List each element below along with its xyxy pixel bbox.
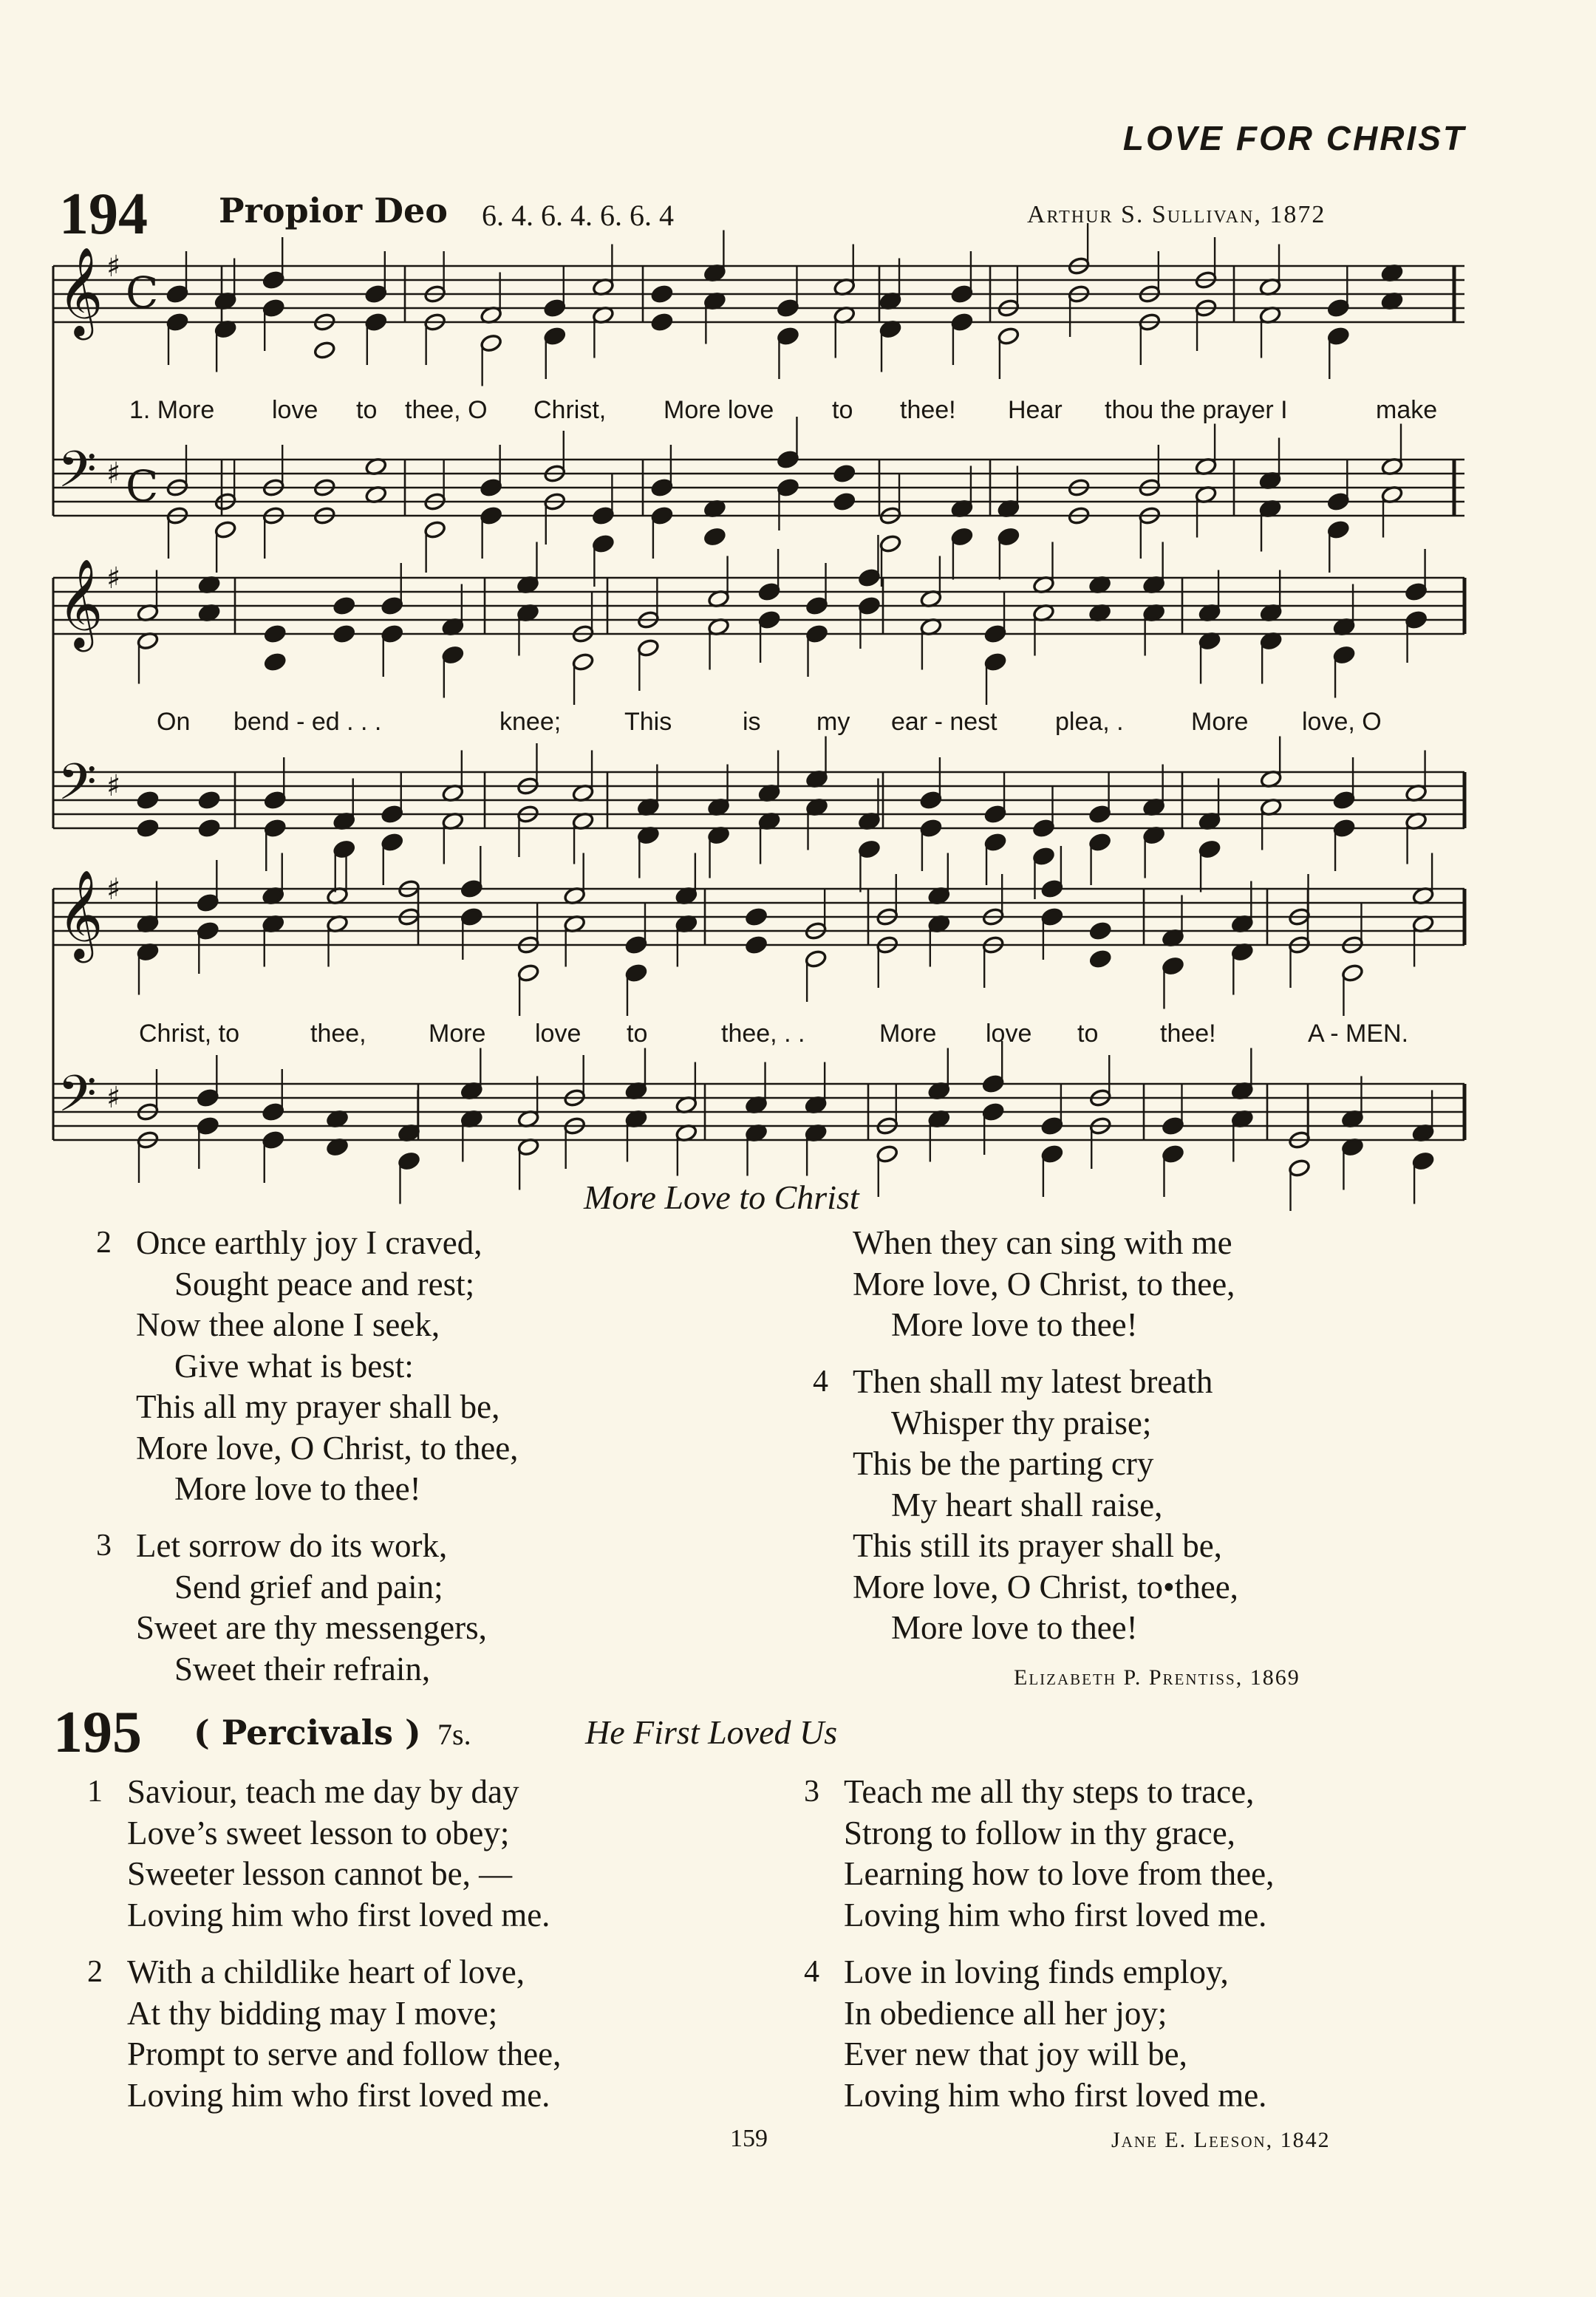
note-head (876, 1144, 898, 1164)
note-head (423, 520, 446, 539)
treble-clef: 𝄞 (58, 558, 103, 648)
note-head (262, 298, 285, 318)
note-head (805, 596, 828, 615)
note-head (745, 935, 768, 955)
verse-line: More love, O Christ, to thee, (136, 1429, 519, 1467)
note-head (703, 527, 726, 546)
note-head (858, 596, 881, 615)
note-head (984, 805, 1007, 824)
note-head (777, 298, 799, 318)
hymn-194-title: More Love to Christ (584, 1178, 859, 1216)
note-head (984, 833, 1007, 852)
lyric-syllable: On (157, 708, 191, 736)
note-head (982, 1074, 1005, 1093)
lyric-syllable: love (535, 1020, 582, 1048)
note-head (919, 791, 942, 810)
lyric-syllable: my (816, 708, 850, 736)
note-head (1040, 907, 1063, 926)
hymn-195-number: 195 (53, 1700, 142, 1765)
note-head (997, 327, 1020, 346)
verse-line: Sweeter lesson cannot be, — (127, 1855, 513, 1892)
verse-line: Ever new that joy will be, (844, 2035, 1187, 2072)
note-head (1040, 1144, 1063, 1164)
note-head (264, 819, 287, 838)
note-head (1405, 582, 1428, 601)
note-head (758, 610, 781, 629)
verse-line: More love, O Christ, to thee, (853, 1265, 1235, 1303)
hymn-195-title: He First Loved Us (585, 1713, 838, 1751)
hymn-194-verse-3-continued (853, 1223, 1235, 1346)
note-head (313, 341, 336, 360)
note-head (592, 534, 615, 553)
note-head (137, 819, 160, 838)
note-head (1412, 1151, 1435, 1170)
hymn-194-tune-name: Propior Deo (219, 191, 448, 231)
note-head (1333, 819, 1356, 838)
bass-clef: 𝄢 (58, 1065, 97, 1136)
note-head (982, 1102, 1005, 1122)
lyric-syllable: plea, . (1055, 708, 1124, 736)
verse-line: Then shall my latest breath (853, 1363, 1213, 1400)
hymn-195-tune-name: ( Percivals ) (194, 1713, 421, 1752)
note-head (480, 478, 502, 497)
lyric-syllable: Christ, (533, 396, 607, 424)
lyric-syllable: thee! (900, 396, 956, 424)
lyric-syllable: Hear (1008, 396, 1063, 424)
note-head (777, 327, 799, 346)
lyric-syllable: love (986, 1020, 1032, 1048)
note-head (543, 298, 566, 318)
lyric-syllable: This (624, 708, 672, 736)
lyric-syllable: love, O (1302, 708, 1382, 736)
key-signature-sharp: ♯ (106, 769, 121, 803)
note-head (858, 568, 881, 587)
note-head (441, 645, 464, 664)
verse-line: Sweet their refrain, (174, 1650, 431, 1687)
hymn-194-composer: Arthur S. Sullivan, 1872 (1027, 201, 1326, 228)
treble-clef: 𝄞 (58, 246, 103, 336)
verse-line: Loving him who first loved me. (127, 1896, 550, 1933)
lyric-syllable: Christ, to (139, 1020, 240, 1048)
note-head (197, 893, 219, 912)
note-head (919, 819, 942, 838)
note-head (1333, 645, 1356, 664)
hymn-195-verse-2 (87, 1952, 562, 2116)
page-number: 159 (730, 2125, 768, 2152)
lyric-syllable: 1. More (129, 396, 215, 424)
note-head (264, 624, 287, 644)
verse-line: Love in loving finds employ, (844, 1953, 1229, 1990)
lyric-syllable: to (627, 1020, 648, 1048)
verse-line: Sought peace and rest; (174, 1265, 475, 1303)
note-head (264, 791, 287, 810)
hymn-194-verse-4 (813, 1362, 1238, 1649)
note-head (950, 284, 973, 304)
lyric-syllable: A - MEN. (1308, 1020, 1409, 1048)
note-head (879, 534, 902, 553)
note-head (398, 1151, 420, 1170)
note-head (1040, 879, 1063, 898)
lyric-syllable: to (356, 396, 378, 424)
verse-number: 1 (87, 1775, 103, 1809)
note-head (1089, 949, 1112, 969)
verse-line: This all my prayer shall be, (136, 1388, 500, 1425)
verse-line: Prompt to serve and follow thee, (127, 2035, 562, 2072)
note-head (332, 839, 355, 859)
verse-line: Teach me all thy steps to trace, (844, 1773, 1255, 1810)
key-signature-sharp: ♯ (106, 250, 121, 284)
note-head (214, 520, 237, 539)
note-head (637, 638, 660, 658)
note-head (197, 921, 219, 941)
note-head (381, 805, 403, 824)
lyric-syllable: thee, . . (721, 1020, 805, 1048)
note-head (198, 819, 221, 838)
verse-line: Loving him who first loved me. (844, 2076, 1267, 2114)
note-head (1032, 847, 1055, 866)
verse-line: Now thee alone I seek, (136, 1306, 440, 1343)
note-head (858, 839, 881, 859)
note-head (1327, 492, 1350, 511)
verse-line: Once earthly joy I craved, (136, 1224, 482, 1261)
note-head (650, 284, 673, 304)
note-head (1405, 610, 1428, 629)
note-head (1040, 1116, 1063, 1136)
note-head (381, 833, 403, 852)
time-signature: C (126, 461, 159, 511)
note-head (364, 284, 387, 304)
note-head (1327, 327, 1350, 346)
note-head (1088, 833, 1111, 852)
key-signature-sharp: ♯ (106, 562, 121, 595)
note-head (543, 327, 566, 346)
note-head (1162, 1144, 1184, 1164)
hymn-194-verse-2 (96, 1223, 519, 1510)
verse-number: 4 (813, 1365, 828, 1399)
note-head (984, 652, 1007, 672)
note-head (950, 527, 973, 546)
verse-line: This still its prayer shall be, (853, 1527, 1222, 1564)
lyric-syllable: More love (664, 396, 774, 424)
verse-line: Love’s sweet lesson to obey; (127, 1814, 510, 1851)
verse-line: More love, O Christ, to•thee, (853, 1568, 1238, 1605)
lyric-syllable: thee, (310, 1020, 366, 1048)
hymn-194-author: Elizabeth P. Prentiss, 1869 (1014, 1665, 1300, 1690)
verse-line: With a childlike heart of love, (127, 1953, 525, 1990)
note-head (1162, 956, 1184, 975)
note-head (517, 963, 540, 983)
verse-line: In obedience all her joy; (844, 1994, 1167, 2032)
note-head (381, 596, 403, 615)
note-head (460, 907, 483, 926)
verse-line: At thy bidding may I move; (127, 1994, 498, 2032)
note-head (197, 1116, 219, 1136)
time-signature: C (126, 267, 159, 318)
lyric-syllable: More (1191, 708, 1249, 736)
lyric-syllable: love (272, 396, 318, 424)
note-head (364, 313, 387, 332)
verse-line: Send grief and pain; (174, 1568, 443, 1605)
hymn-194-verse-3 (96, 1526, 487, 1690)
hymn-195-verse-1 (87, 1772, 550, 1936)
note-head (1088, 805, 1111, 824)
lyric-syllable: is (743, 708, 761, 736)
verse-line: Whisper thy praise; (891, 1404, 1152, 1441)
note-head (1333, 791, 1356, 810)
lyric-syllable: More (879, 1020, 937, 1048)
note-head (650, 478, 673, 497)
verse-line: Loving him who first loved me. (844, 1896, 1267, 1933)
note-head (1198, 839, 1221, 859)
verse-line: Give what is best: (174, 1347, 414, 1385)
lyric-syllable: ear - nest (891, 708, 998, 736)
note-head (650, 313, 673, 332)
lyric-syllable: knee; (499, 708, 562, 736)
note-head (997, 527, 1020, 546)
note-head (1089, 921, 1112, 941)
verse-number: 3 (804, 1775, 819, 1809)
note-head (592, 506, 615, 525)
lyric-syllable: bend - ed . . . (233, 708, 382, 736)
hymn-194-meter: 6. 4. 6. 4. 6. 6. 4 (482, 199, 674, 232)
key-signature-sharp: ♯ (106, 873, 121, 907)
verse-number: 2 (96, 1226, 112, 1260)
verse-line: When they can sing with me (853, 1224, 1232, 1261)
note-head (984, 624, 1007, 644)
note-head (332, 596, 355, 615)
hymn-195-verse-4 (804, 1952, 1267, 2116)
section-title: LOVE FOR CHRIST (1122, 119, 1466, 157)
bass-clef: 𝄢 (58, 754, 97, 824)
note-head (197, 1088, 219, 1107)
key-signature-sharp: ♯ (106, 457, 121, 491)
verse-line: Sweet are thy messengers, (136, 1609, 487, 1646)
note-head (166, 284, 189, 304)
note-head (950, 313, 973, 332)
note-head (137, 791, 160, 810)
treble-clef: 𝄞 (58, 869, 103, 959)
verse-number: 3 (96, 1529, 112, 1563)
note-head (166, 313, 189, 332)
hymn-194-number: 194 (59, 182, 148, 247)
lyric-syllable: make (1376, 396, 1438, 424)
note-head (833, 492, 856, 511)
note-head (264, 652, 287, 672)
lyric-syllable: thou the prayer I (1105, 396, 1288, 424)
verse-line: Learning how to love from thee, (844, 1855, 1275, 1892)
note-head (650, 506, 673, 525)
note-head (332, 624, 355, 644)
note-head (745, 907, 768, 926)
note-head (1032, 819, 1055, 838)
lyric-syllable: More (429, 1020, 486, 1048)
verse-line: More love to thee! (891, 1306, 1138, 1343)
lyric-syllable: to (832, 396, 853, 424)
note-head (262, 270, 285, 290)
note-head (777, 450, 799, 469)
verse-line: Strong to follow in thy grace, (844, 1814, 1235, 1851)
note-head (777, 478, 799, 497)
note-head (1162, 1116, 1184, 1136)
note-head (381, 624, 403, 644)
note-head (625, 963, 648, 983)
note-head (262, 1130, 284, 1150)
note-head (198, 791, 221, 810)
bass-clef: 𝄢 (58, 441, 97, 511)
note-head (1288, 1158, 1311, 1178)
note-head (805, 949, 828, 969)
verse-line: My heart shall raise, (891, 1486, 1163, 1523)
note-head (1327, 520, 1350, 539)
note-head (625, 935, 648, 955)
lyric-syllable: thee! (1160, 1020, 1216, 1048)
verse-line: Saviour, teach me day by day (127, 1773, 519, 1810)
note-head (572, 652, 595, 672)
note-head (833, 464, 856, 483)
note-head (1327, 298, 1350, 318)
lyric-syllable: thee, O (405, 396, 488, 424)
hymn-195-verse-3 (804, 1772, 1275, 1936)
note-head (1341, 963, 1364, 983)
verse-line: This be the parting cry (853, 1445, 1154, 1482)
verse-line: Loving him who first loved me. (127, 2076, 550, 2114)
lyric-syllable: to (1077, 1020, 1099, 1048)
hymn-195-author: Jane E. Leeson, 1842 (1111, 2128, 1331, 2152)
hymn-195-meter: 7s. (437, 1718, 471, 1751)
verse-line: More love to thee! (891, 1609, 1138, 1646)
verse-number: 2 (87, 1955, 103, 1989)
verse-line: Let sorrow do its work, (136, 1527, 448, 1564)
note-head (262, 1102, 284, 1122)
note-head (460, 879, 483, 898)
key-signature-sharp: ♯ (106, 1081, 121, 1115)
note-head (480, 333, 502, 352)
note-head (805, 624, 828, 644)
verse-number: 4 (804, 1955, 819, 1989)
note-head (758, 582, 781, 601)
note-head (480, 506, 502, 525)
verse-line: More love to thee! (174, 1470, 421, 1507)
